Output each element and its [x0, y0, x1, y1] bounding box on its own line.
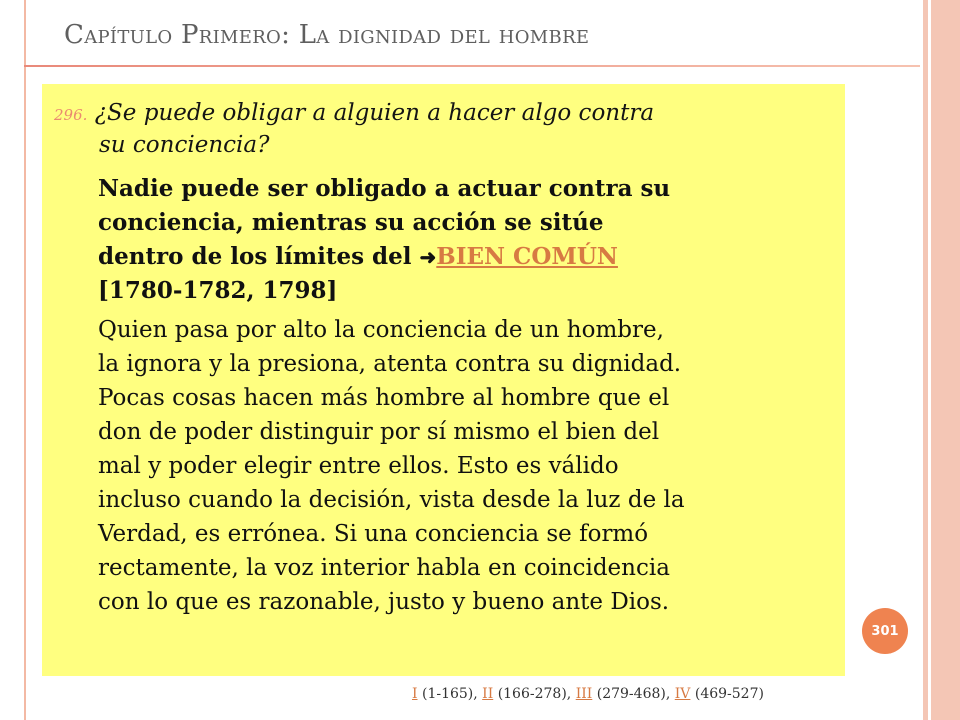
answer-line: conciencia, mientras su acción se sitúe: [98, 209, 604, 236]
paragraph-line: rectamente, la voz interior habla en coincidencia: [98, 555, 670, 581]
paragraph-line: Verdad, es errónea. Si una conciencia se formó: [98, 521, 649, 547]
paragraph-line: la ignora y la presiona, atenta contra su dignidad.: [98, 351, 682, 377]
question-number: 296.: [54, 106, 88, 124]
bien-comun-link[interactable]: BIEN COMÚN: [436, 243, 618, 270]
question-line-1: ¿Se puede obligar a alguien a hacer algo contra: [94, 100, 655, 126]
footer-link-part-2[interactable]: II: [482, 686, 494, 702]
footer-link-part-3[interactable]: III: [575, 686, 593, 702]
paragraph-line: mal y poder elegir entre ellos. Esto es válido: [98, 453, 619, 479]
footer-range: (1-165),: [421, 686, 478, 702]
paragraph-line: incluso cuando la decisión, vista desde la luz de la: [98, 487, 685, 513]
footer-nav: [412, 686, 764, 702]
answer-line: dentro de los límites del: [98, 243, 420, 270]
footer-range: (469-527): [694, 686, 764, 702]
answer-line-with-link: [98, 240, 844, 274]
footer-link-part-1[interactable]: I: [412, 686, 418, 702]
explanation-paragraph: [98, 313, 848, 619]
footer-link-part-4[interactable]: IV: [674, 686, 691, 702]
question-block: [54, 98, 839, 160]
answer-reference: [1780-1782, 1798]: [98, 277, 338, 304]
answer-block: [98, 172, 844, 308]
slide-title: Capítulo Primero: La dignidad del hombre: [64, 20, 590, 50]
decorative-edge-stripes: [920, 0, 960, 720]
paragraph-line: con lo que es razonable, justo y bueno ante Dios.: [98, 589, 670, 615]
title-underline: [24, 65, 920, 67]
question-line-2: su conciencia?: [99, 132, 270, 158]
paragraph-line: Pocas cosas hacen más hombre al hombre que el: [98, 385, 670, 411]
paragraph-line: don de poder distinguir por sí mismo el bien del: [98, 419, 660, 445]
footer-range: (279-468),: [596, 686, 671, 702]
page-number-badge: 301: [862, 608, 908, 654]
arrow-right-icon: ➜: [419, 245, 437, 269]
answer-line: Nadie puede ser obligado a actuar contra su: [98, 175, 671, 202]
footer-range: (166-278),: [497, 686, 572, 702]
left-decorative-rule: [24, 0, 26, 720]
paragraph-line: Quien pasa por alto la conciencia de un hombre,: [98, 317, 664, 343]
